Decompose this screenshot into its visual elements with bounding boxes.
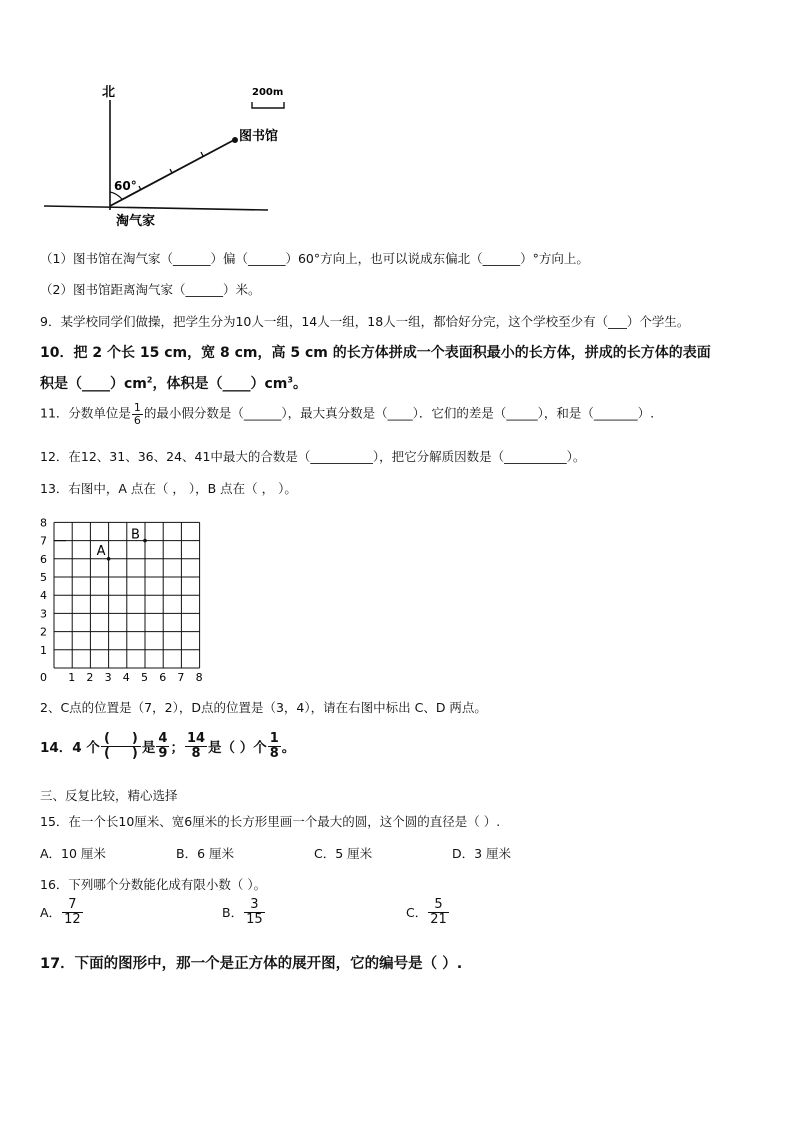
coordinate-grid-figure: [36, 506, 208, 682]
question-14-prefix: 14．4 个: [40, 740, 100, 757]
x-tick-label: 1: [68, 671, 76, 682]
option-label: A．: [40, 905, 62, 921]
question-11-prefix: 11．分数单位是: [40, 405, 131, 421]
library-point: [232, 137, 238, 143]
fraction-one-eighth: [268, 732, 281, 760]
question-8-part-1: （1）图书馆在淘气家（______）偏（______）60°方向上，也可以说成东偏北（______）°方向上。: [40, 251, 589, 266]
question-15-option-d: D．3 厘米: [452, 846, 512, 861]
fraction-four-ninths: [156, 732, 169, 760]
question-14: [40, 732, 295, 760]
section-3-heading: 三、反复比较，精心选择: [40, 788, 178, 803]
question-16-option-c: [406, 898, 450, 926]
fraction-numerator: 14: [186, 731, 206, 746]
question-16: 16．下列哪个分数能化成有限小数（ ）。: [40, 877, 267, 892]
grid-tick-labels: [40, 516, 203, 682]
x-tick-label: 8: [195, 671, 203, 682]
question-10-line-2: [40, 373, 307, 393]
distance-tick: [201, 152, 203, 156]
question-10-volume-text: ，体积是（____）cm: [152, 376, 288, 392]
scale-bar: [252, 102, 284, 108]
x-tick-label: 7: [177, 671, 185, 682]
question-15: 15．在一个长10厘米、宽6厘米的长方形里画一个最大的圆，这个圆的直径是（ ）.: [40, 814, 501, 829]
fraction-numerator: 1: [133, 401, 141, 414]
question-12: 12．在12、31、36、24、41中最大的合数是（__________），把它分解质因数是（__________）。: [40, 449, 586, 464]
question-9: 9．某学校同学们做操，把学生分为10人一组，14人一组，18人一组，都恰好分完，这个学校至少有（___）个学生。: [40, 314, 690, 329]
close-paren: ): [131, 745, 138, 761]
angle-arc: [110, 192, 122, 199]
x-tick-label: 5: [141, 671, 148, 682]
fraction-fourteen-eighths: [185, 732, 207, 760]
fraction-one-sixth: [132, 402, 143, 426]
question-11-suffix: 的最小假分数是（______），最大真分数是（____）．它们的差是（_____），和是（_______）.: [143, 405, 655, 421]
fraction-denominator: 9: [158, 745, 168, 761]
question-10-end: 。: [292, 376, 307, 392]
point-a-label: A: [96, 543, 106, 559]
scale-label: 200m: [252, 87, 284, 98]
is-text: 是: [141, 740, 156, 757]
question-15-option-c: C．5 厘米: [314, 846, 373, 861]
y-tick-label: 6: [40, 552, 47, 566]
fraction-denominator: 12: [64, 911, 81, 927]
fraction-numerator: 4: [158, 731, 168, 746]
point-a-marker: [107, 557, 111, 561]
distance-tick: [170, 169, 172, 173]
close-paren: ): [131, 731, 138, 746]
fraction-numerator: 3: [244, 898, 265, 913]
y-tick-label: 1: [40, 643, 47, 657]
direction-map-figure: [40, 78, 320, 238]
blank-denominator: [101, 747, 141, 761]
east-west-axis: [44, 206, 268, 210]
point-b-label: B: [131, 527, 140, 543]
question-13-part-2: 2、C点的位置是（7，2），D点的位置是（3，4），请在右图中标出 C、D 两点。: [40, 700, 487, 715]
fraction-three-fifteenths: [244, 898, 265, 926]
fraction-denominator: 8: [269, 745, 279, 761]
y-tick-label: 3: [40, 607, 47, 621]
fraction-numerator: 7: [62, 898, 83, 913]
y-tick-label: 7: [40, 534, 47, 548]
angle-label: 60°: [114, 179, 137, 193]
north-label: 北: [102, 85, 116, 100]
open-paren: (: [103, 731, 110, 746]
fraction-numerator: 1: [269, 731, 279, 746]
separator: ；: [170, 740, 184, 757]
question-8-part-2: （2）图书馆距离淘气家（______）米。: [40, 282, 261, 297]
open-paren: (: [103, 745, 110, 761]
y-tick-label: 4: [40, 589, 47, 603]
fraction-denominator: 21: [430, 911, 447, 927]
question-15-option-b: B．6 厘米: [176, 846, 235, 861]
grid-lines: [54, 522, 200, 668]
point-b-marker: [143, 539, 147, 543]
x-tick-label: 4: [122, 671, 130, 682]
fraction-seven-twelfths: [62, 898, 83, 926]
library-label: 图书馆: [239, 129, 279, 144]
x-tick-label: 6: [159, 671, 167, 682]
cubed-superscript: 3: [287, 375, 293, 385]
question-13: 13．右图中，A 点在（ ， ），B 点在（ ， ）。: [40, 481, 297, 496]
blank-numerator: [101, 732, 141, 747]
home-label: 淘气家: [116, 214, 156, 229]
question-11: [40, 402, 654, 426]
fraction-denominator: 8: [191, 745, 201, 761]
fraction-numerator: 5: [428, 898, 449, 913]
x-tick-label: 0: [40, 671, 47, 682]
question-16-option-b: [222, 898, 266, 926]
question-10-line-1: 10．把 2 个长 15 cm，宽 8 cm，高 5 cm 的长方体拼成一个表面积最小的长方体，拼成的长方体的表面: [40, 345, 711, 361]
option-label: B．: [222, 905, 244, 921]
fraction-five-twentyfirsts: [428, 898, 449, 926]
end-mark: 。: [281, 740, 296, 757]
y-tick-label: 8: [40, 516, 47, 530]
fraction-denominator: 6: [133, 413, 141, 427]
fraction-denominator: 15: [246, 911, 263, 927]
y-tick-label: 2: [40, 625, 47, 639]
question-15-option-a: A．10 厘米: [40, 846, 106, 861]
question-17: 17．下面的图形中，那一个是正方体的展开图，它的编号是（ ）.: [40, 956, 463, 972]
x-tick-label: 3: [104, 671, 112, 682]
squared-superscript: 2: [146, 375, 153, 385]
blank-fraction: [101, 732, 141, 760]
y-tick-label: 5: [40, 571, 47, 584]
x-tick-label: 2: [86, 671, 94, 682]
question-16-option-a: [40, 898, 84, 926]
question-10-area-text: 积是（____）cm: [40, 376, 147, 392]
option-label: C．: [406, 905, 428, 921]
count-text: 是（ ）个: [208, 740, 267, 757]
